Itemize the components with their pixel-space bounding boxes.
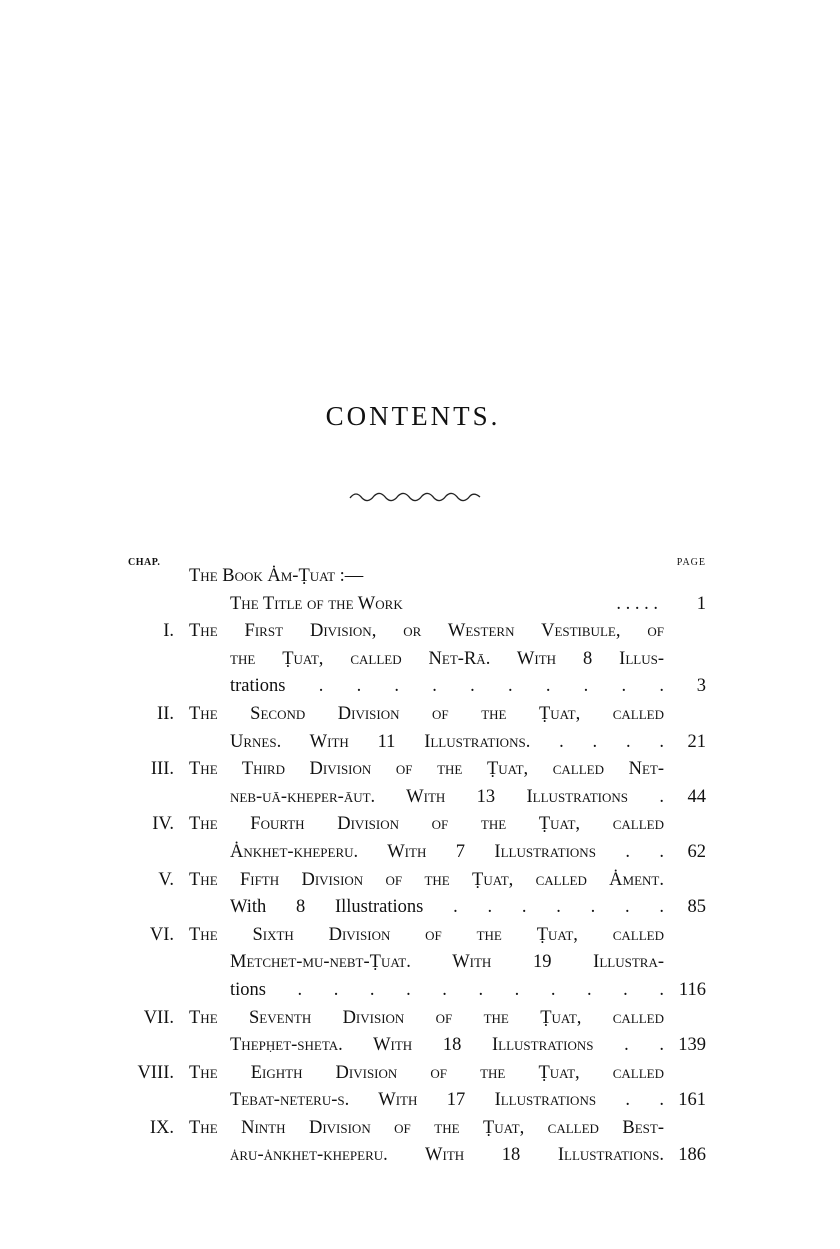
chapter-page-number: 186 (678, 1145, 706, 1166)
chapter-page-number: 85 (687, 897, 706, 918)
chapter-number: V. (158, 869, 174, 890)
chapter-number: IV. (152, 814, 174, 835)
toc-line (0, 784, 840, 812)
toc-line (0, 949, 840, 977)
toc-line (0, 811, 840, 839)
chapter-title-line: The Ninth Division of the Ṭuat, called Best- (189, 1117, 664, 1138)
title-of-work-text: The Title of the Work (230, 593, 403, 614)
page-column-header: PAGE (676, 557, 706, 568)
chapter-title-line: The First Division, or Western Vestibule, of (189, 621, 664, 642)
toc-line (0, 756, 840, 784)
toc-line (0, 1060, 840, 1088)
toc-line (0, 701, 840, 729)
page-title: CONTENTS. (325, 401, 501, 431)
chapter-page-number: 161 (678, 1090, 706, 1111)
toc-line (0, 1087, 840, 1115)
toc-line (0, 922, 840, 950)
toc-line (0, 1142, 840, 1170)
chapter-title-line: tions . . . . . . . . . . . (230, 979, 664, 1000)
book-title-heading: The Book Ȧm-Ṭuat :— (189, 566, 364, 586)
toc-line (0, 894, 840, 922)
toc-line (0, 563, 840, 591)
chapter-page-number: 62 (687, 841, 706, 862)
chapter-title-line: The Second Division of the Ṭuat, called (189, 703, 664, 724)
chapter-title-line: neb-uā-kheper-āut. With 13 Illustrations . (230, 786, 664, 807)
chapter-title-line: Ȧnkhet-kheperu. With 7 Illustrations . . (230, 841, 664, 862)
chapter-title-line: The Fifth Division of the Ṭuat, called Ȧment. (189, 869, 664, 890)
chapter-page-number: 21 (687, 731, 706, 752)
toc-line (0, 1032, 840, 1060)
toc-line (0, 673, 840, 701)
chap-column-header: CHAP. (128, 557, 161, 568)
chapter-title-line: The Seventh Division of the Ṭuat, called (189, 1007, 664, 1028)
chapter-number: VIII. (137, 1062, 174, 1083)
table-of-contents (0, 563, 840, 1170)
chapter-number: VII. (143, 1007, 174, 1028)
chapter-title-line: The Eighth Division of the Ṭuat, called (189, 1062, 664, 1083)
chapter-title-line: The Third Division of the Ṭuat, called Net- (189, 759, 664, 780)
chapter-title-line: The Sixth Division of the Ṭuat, called (189, 924, 664, 945)
toc-line (0, 867, 840, 895)
chapter-title-line: Metchet-mu-nebt-Ṭuat. With 19 Illustra- (230, 952, 664, 973)
toc-line (0, 839, 840, 867)
chapter-number: I. (163, 621, 174, 642)
title-of-work-page: 1 (696, 593, 706, 614)
chapter-page-number: 44 (687, 786, 706, 807)
chapter-title-line: With 8 Illustrations . . . . . . . (230, 897, 664, 918)
chapter-title-line: Tebat-neteru-s. With 17 Illustrations . . (230, 1090, 664, 1111)
chapter-title-line: ȧru-ȧnkhet-kheperu. With 18 Illustrations. (230, 1145, 664, 1166)
chapter-number: III. (150, 759, 174, 780)
chapter-page-number: 116 (678, 979, 706, 1000)
chapter-number: II. (157, 703, 174, 724)
toc-line (0, 977, 840, 1005)
toc-line (0, 1005, 840, 1033)
chapter-page-number: 3 (696, 676, 706, 697)
toc-line (0, 591, 840, 619)
toc-line (0, 618, 840, 646)
chapter-number: VI. (149, 924, 174, 945)
chapter-title-line: The Fourth Division of the Ṭuat, called (189, 814, 664, 835)
chapter-number: IX. (149, 1117, 174, 1138)
toc-line (0, 1115, 840, 1143)
chapter-title-line: Thepḥet-sheta. With 18 Illustrations . . (230, 1035, 664, 1056)
ornament-divider-icon (348, 488, 482, 504)
toc-line (0, 729, 840, 757)
title-of-work-leader: . . . . . (616, 593, 658, 614)
chapter-title-line: Urnes. With 11 Illustrations. . . . . (230, 731, 664, 752)
chapter-title-line: the Ṭuat, called Net-Rā. With 8 Illus- (230, 648, 664, 669)
chapter-page-number: 139 (678, 1035, 706, 1056)
chapter-title-line: trations . . . . . . . . . . (230, 676, 664, 697)
toc-line (0, 646, 840, 674)
